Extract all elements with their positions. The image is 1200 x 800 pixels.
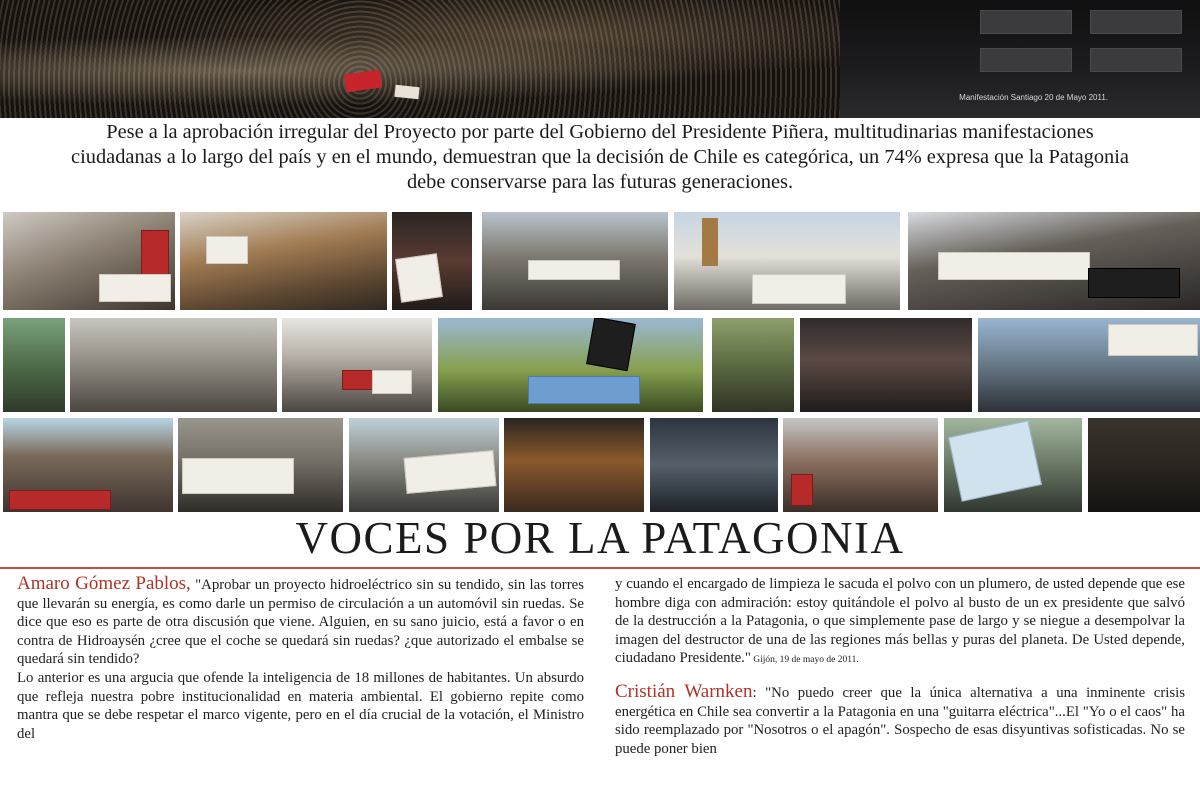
chilean-flag-in-crowd: [344, 70, 382, 93]
photo-tile: [504, 418, 644, 512]
article-paragraph: [615, 680, 1185, 758]
quote-text: "Aprobar un proyecto hidroeléctrico sin su tendido, sin las torres que llevarán su energía, es como darle un permiso de circulación a un automóvil sin ruedas. Se dice que eso es parte de otra discusión que viene. Alguien, en su sano juicio, está a favor o en contra de Hidroaysén ¿cree que el coche se quedará sin ruedas? ¿que autorizado el embalse se quedará sin tendido?: [17, 577, 584, 668]
photo-tile: [674, 212, 900, 310]
photo-tile: [3, 418, 173, 512]
photo-tile: [1088, 418, 1200, 512]
author-name: Amaro Gómez Pablos,: [17, 573, 191, 594]
hero-caption: Manifestación Santiago 20 de Mayo 2011.: [959, 93, 1108, 102]
banner-in-crowd: [394, 85, 419, 99]
photo-tile: [800, 318, 972, 412]
article-paragraph: [17, 575, 584, 669]
photo-tile: [282, 318, 432, 412]
photo-tile: [178, 418, 343, 512]
photo-tile: [482, 212, 668, 310]
quote-text: y cuando el encargado de limpieza le sacuda el polvo con un plumero, de usted depende que ese hombre diga con admiración: estoy quitándole el polvo al busto de un ex presidente que salvó de la destrucción a la Patagonia, o que simplemente pase de largo y se niegue a desempolvar la imagen del destructor de una de las regiones más bellas y puras del planeta. De Usted depende, ciudadano Presidente.": [615, 576, 1185, 667]
photo-tile: [70, 318, 277, 412]
photo-tile: [180, 212, 387, 310]
section-headline: VOCES POR LA PATAGONIA: [295, 513, 905, 563]
article-paragraph: [615, 575, 1185, 670]
hero-protest-photo: [0, 0, 1200, 118]
photo-tile: [944, 418, 1082, 512]
article-right-column: [615, 575, 1185, 758]
photo-tile: [3, 318, 65, 412]
quote-text: : "No puedo creer que la única alternativa a una inminente crisis energética en Chile sea convertir a la Patagonia en una "guitarra eléctrica"...El "Yo o el caos" ha sido reemplazado por "Nosotros o el apagón". Sospecho de esas disyuntivas sofisticadas. No se puede poner bien: [615, 684, 1185, 757]
photo-tile: [783, 418, 938, 512]
photo-tile: [392, 212, 472, 310]
photo-tile: [908, 212, 1200, 310]
photo-tile: [712, 318, 794, 412]
photo-tile: [650, 418, 778, 512]
article-left-column: [17, 575, 584, 743]
signature-line: Gijón, 19 de mayo de 2011.: [750, 655, 859, 666]
intro-paragraph: Pese a la aprobación irregular del Proyecto por parte del Gobierno del Presidente Piñera, multitudinarias manifestaciones ciudadanas a lo largo del país y en el mundo, demuestran que la decisión de Chile es categórica, un 74% expresa que la Patagonia debe conservarse para las futuras generaciones.: [71, 121, 1129, 193]
photo-tile: [978, 318, 1200, 412]
photo-tile: [3, 212, 175, 310]
headline-rule: [0, 567, 1200, 569]
photo-tile: [438, 318, 703, 412]
photo-tile: [349, 418, 499, 512]
author-name: Cristián Warnken: [615, 680, 753, 702]
article-paragraph: Lo anterior es una argucia que ofende la inteligencia de 18 millones de habitantes. Un absurdo que refleja nuestra pobre institucionalidad en materia ambiental. El gobierno repite como mantra que se debe respetar el marco vigente, pero en el día crucial de la votación, el Ministro del: [17, 669, 584, 742]
